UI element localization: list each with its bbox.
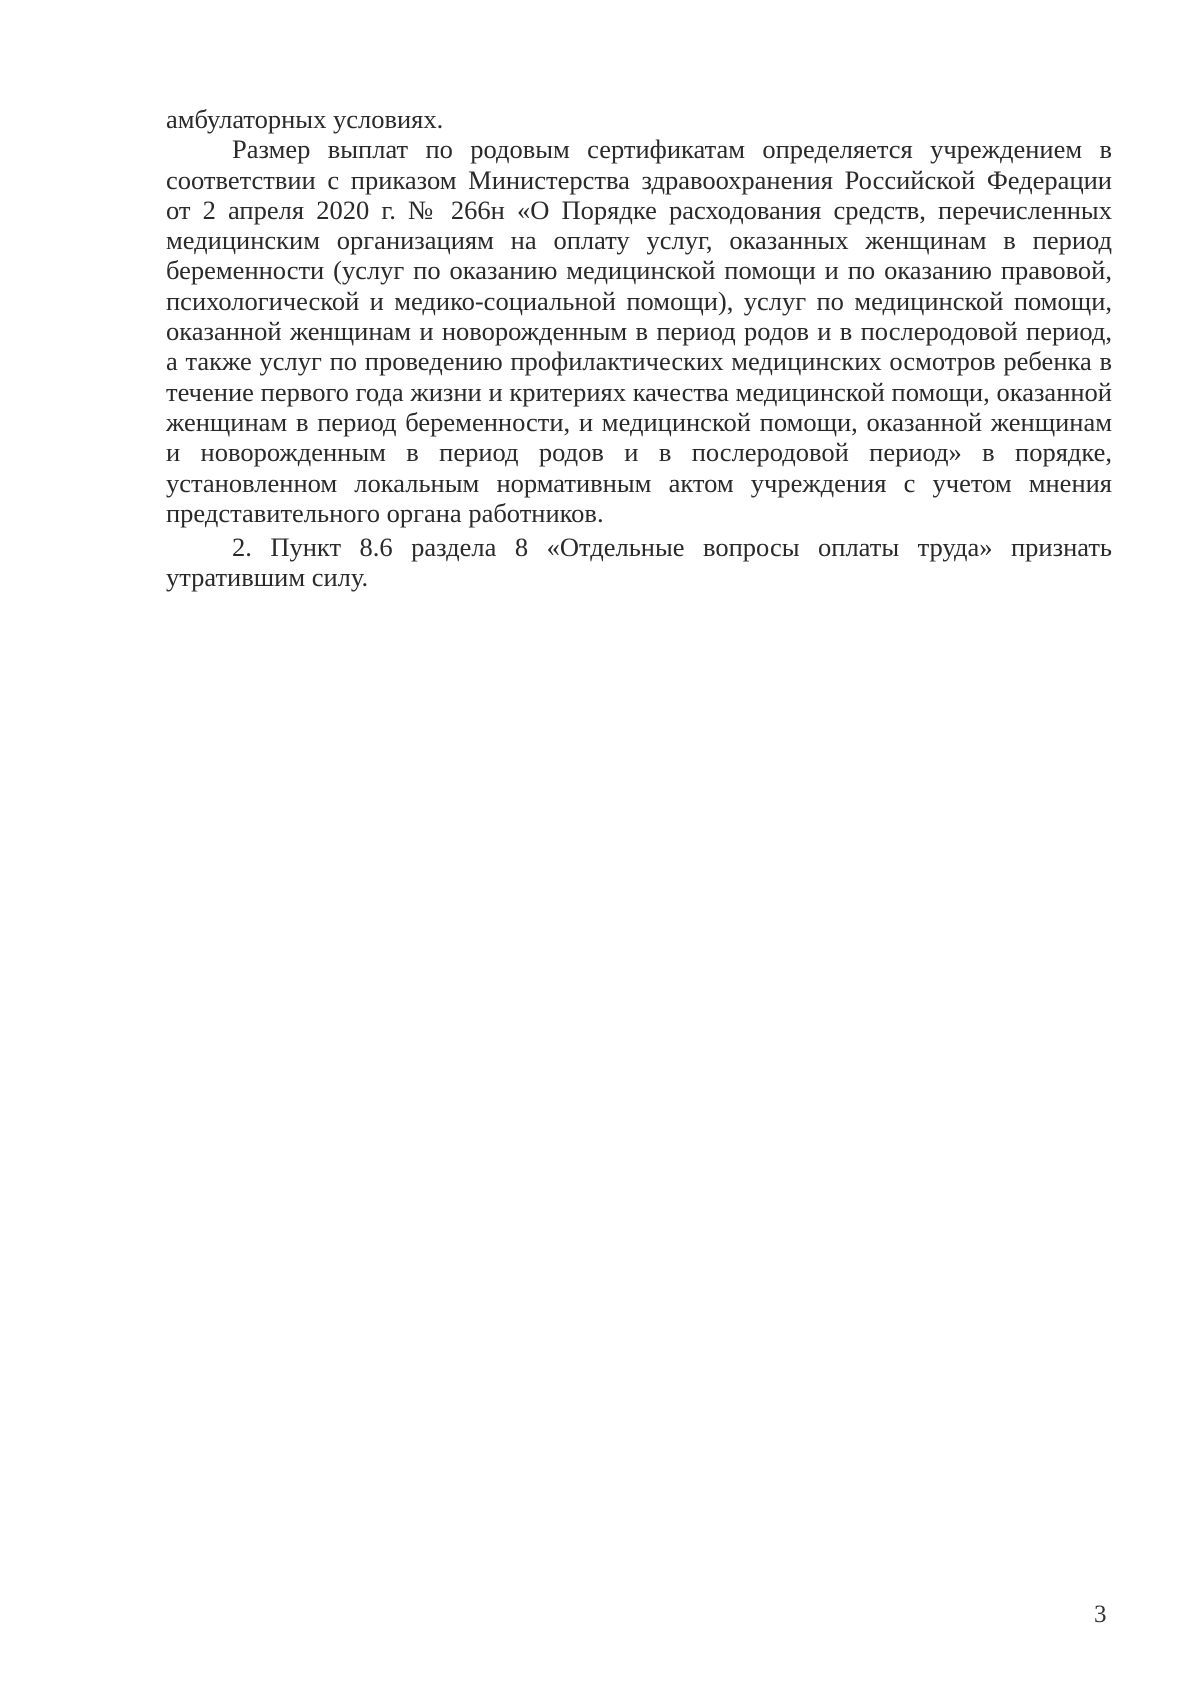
paragraph-birth-certificates: Размер выплат по родовым сертификатам определяется учреждением в соответствии с приказом Министерства здравоохранения Российской Федерации от 2 апреля 2020 г. № 266н «О Порядке расходования средств, перечисленных медицинским организациям на оплату услуг, оказанных женщинам в период беременности (услуг по оказанию медицинской помощи и по оказанию правовой, психологической и медико-социальной помощи), услуг по медицинской помощи, оказанной женщинам и новорожденным в период родов и в послеродовой период, а также услуг по проведению профилактических медицинских осмотров ребенка в течение первого года жизни и критериях качества медицинской помощи, оказанной женщинам в период беременности, и медицинской помощи, оказанной женщинам и новорожденным в период родов и в послеродовой период» в порядке, установленном локальным нормативным актом учреждения с учетом мнения представительного органа работников.	[166, 134, 1112, 528]
paragraph-continuation: амбулаторных условиях.	[166, 104, 444, 134]
document-body	[166, 104, 1112, 593]
paragraph-item-2: 2. Пункт 8.6 раздела 8 «Отдельные вопросы оплаты труда» признать утратившим силу.	[166, 532, 1112, 593]
page-number: 3	[1094, 1601, 1107, 1628]
